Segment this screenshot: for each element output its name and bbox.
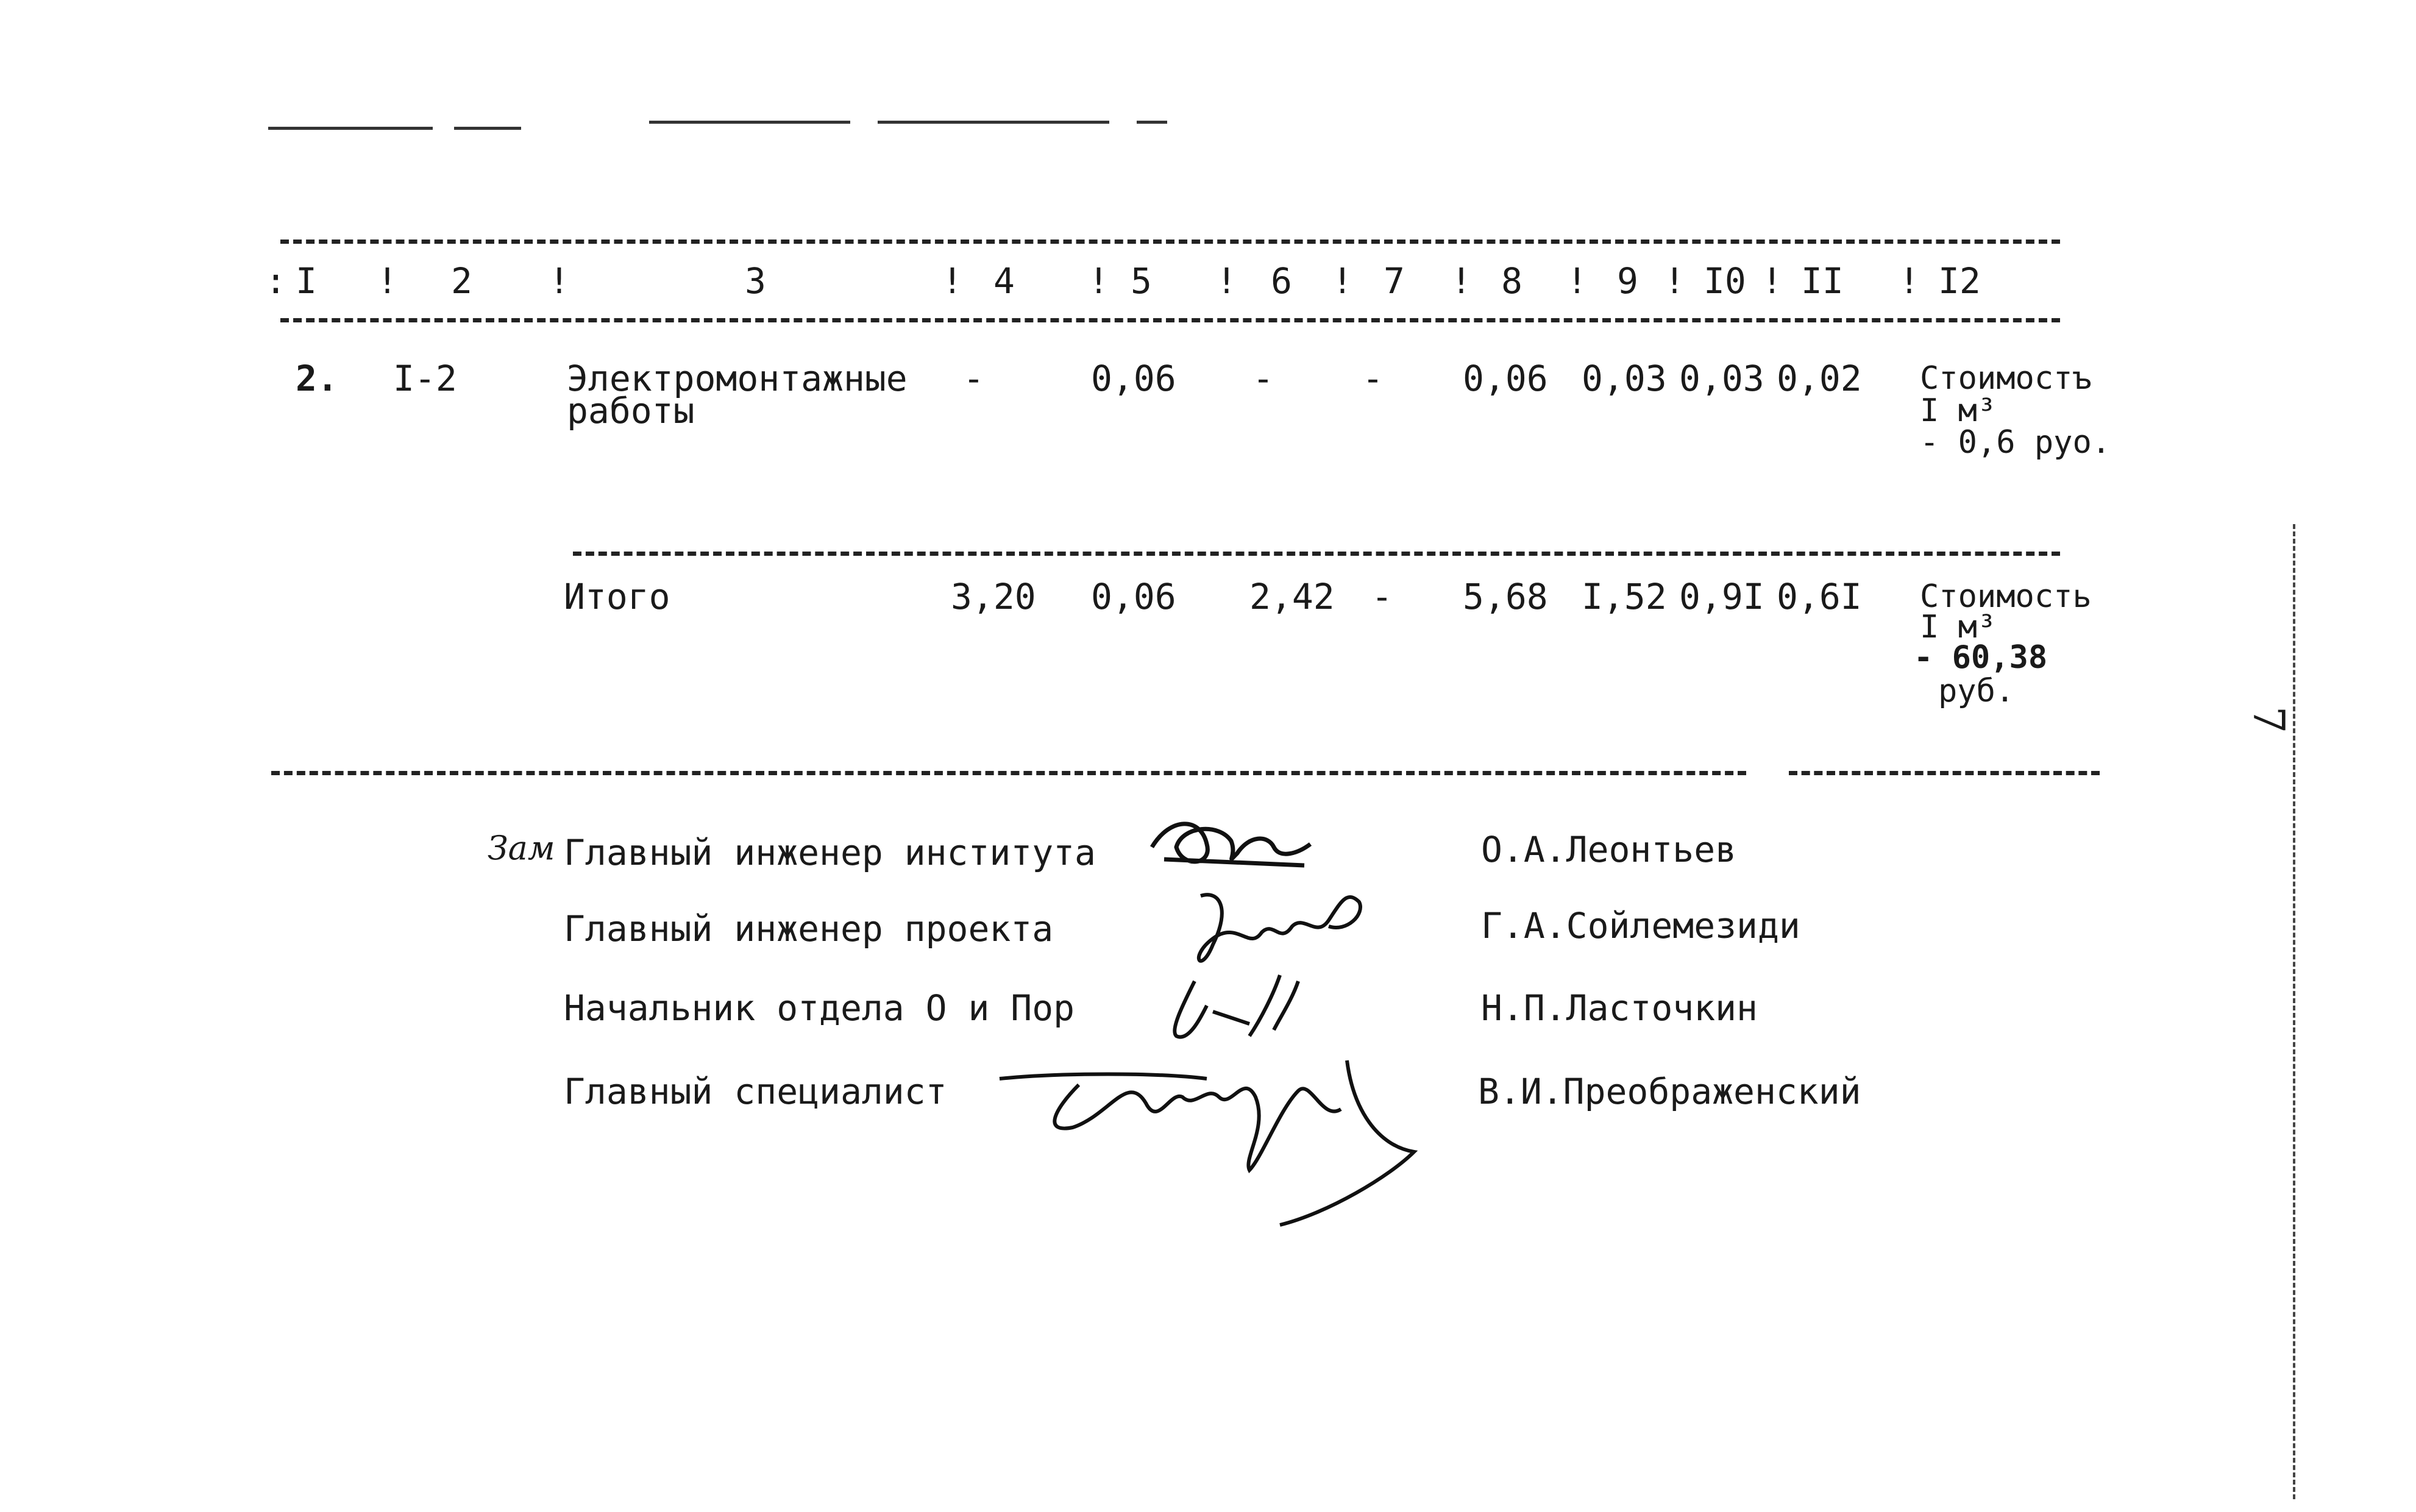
cell: - [1362, 358, 1384, 399]
cell: 0,06 [1091, 576, 1176, 617]
cell: 5,68 [1463, 576, 1548, 617]
column-separator: ! [1088, 260, 1109, 302]
top-rule [878, 121, 1109, 124]
column-header: 8 [1501, 260, 1522, 302]
total-label: Итого [564, 576, 670, 617]
margin-line [2293, 524, 2295, 1499]
total-rule [573, 552, 2060, 556]
column-header: 9 [1617, 260, 1638, 302]
cell: 0,06 [1463, 358, 1548, 399]
cell: 0,6I [1777, 576, 1862, 617]
cell: 0,03 [1582, 358, 1667, 399]
cell: 0,02 [1777, 358, 1862, 399]
note: I м³ [1920, 392, 1997, 429]
cell: I,52 [1582, 576, 1667, 617]
cell: 0,9I [1679, 576, 1764, 617]
column-separator: ! [1216, 260, 1237, 302]
column-separator: ! [942, 260, 963, 302]
column-separator: ! [1664, 260, 1685, 302]
note: Стоимостъ [1920, 360, 2092, 397]
column-header: 7 [1384, 260, 1405, 302]
row-name: работы [567, 390, 695, 431]
header-bottom-rule [280, 318, 2060, 322]
column-separator: ! [1451, 260, 1472, 302]
page-number: 7 [2244, 706, 2294, 734]
cell: - [1252, 358, 1274, 399]
top-rule [268, 127, 433, 130]
cell: 0,03 [1679, 358, 1764, 399]
note: Стоимость [1920, 578, 2092, 615]
column-header: I2 [1938, 260, 1981, 302]
column-header: II [1801, 260, 1844, 302]
column-header: I [296, 260, 317, 302]
note: I м³ [1920, 609, 1997, 645]
cell: - [1371, 576, 1393, 617]
column-separator: ! [1899, 260, 1920, 302]
signature-name: Г.А.Сойлемезиди [1481, 905, 1800, 946]
signature-prefix: Зам [488, 829, 555, 867]
handwritten-signature [987, 1036, 1426, 1255]
row-number: 2. [296, 358, 338, 399]
signature-title: Главный инженер проекта [564, 908, 1054, 949]
column-separator: : [265, 260, 286, 302]
signature-name: В.И.Преображенский [1478, 1071, 1861, 1112]
header-top-rule [280, 240, 2060, 244]
signature-name: Н.П.Ласточкин [1481, 987, 1758, 1029]
signature-title: Главный инженер института [564, 832, 1096, 873]
column-header: I0 [1704, 260, 1746, 302]
column-separator: ! [1332, 260, 1353, 302]
table-bottom-rule [1789, 771, 2100, 775]
cell: 2,42 [1249, 576, 1335, 617]
column-separator: ! [1566, 260, 1588, 302]
note: - 60,38 [1914, 639, 2048, 676]
cell: 3,20 [951, 576, 1036, 617]
note: - 0,6 руо. [1920, 424, 2111, 461]
cell: 0,06 [1091, 358, 1176, 399]
column-header: 3 [745, 260, 766, 302]
column-header: 2 [451, 260, 472, 302]
column-separator: ! [549, 260, 570, 302]
column-separator: ! [377, 260, 398, 302]
row-code: I-2 [393, 358, 457, 399]
column-separator: ! [1761, 260, 1783, 302]
signature-name: О.А.Леонтьев [1481, 829, 1737, 870]
table-bottom-rule [271, 771, 1746, 775]
signature-title: Начальник отдела О и Пор [564, 987, 1075, 1029]
column-header: 5 [1131, 260, 1152, 302]
top-rule [1137, 121, 1167, 124]
column-header: 6 [1271, 260, 1292, 302]
handwritten-signature [1146, 811, 1329, 884]
column-header: 4 [993, 260, 1015, 302]
cell: - [963, 358, 984, 399]
signature-title: Главный специалист [564, 1071, 947, 1112]
note: руб. [1938, 673, 2015, 709]
top-rule [454, 127, 521, 130]
row-name: Электромонтажные [567, 358, 908, 399]
top-rule [649, 121, 850, 124]
